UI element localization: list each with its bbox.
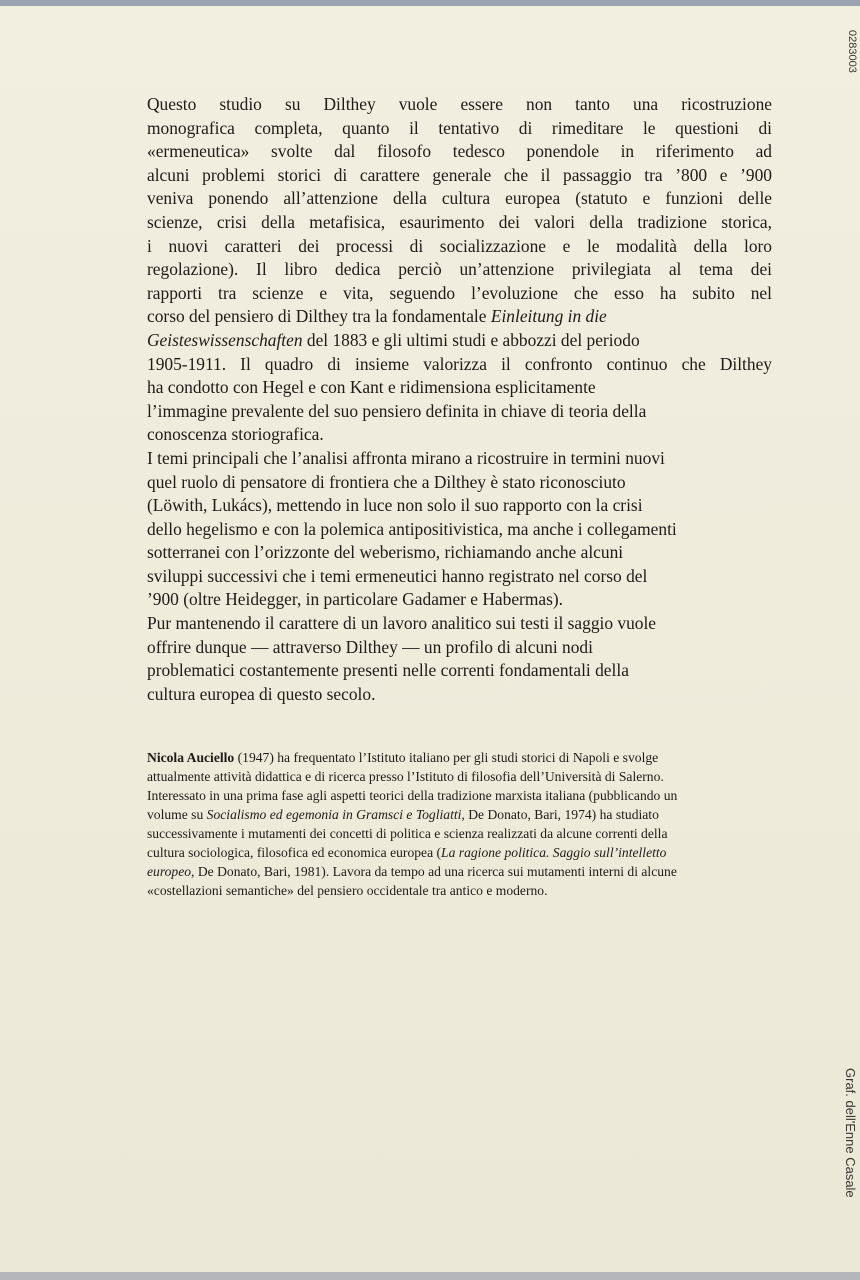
- text-line: Questo studio su Dilthey vuole essere non tanto una ricostruzione: [147, 94, 772, 114]
- text-line: i nuovi caratteri dei processi di socializzazione e le modalità della loro: [147, 235, 772, 256]
- text-line: problematici costantemente presenti nelle correnti fondamentali della: [147, 660, 629, 681]
- author-bio: [147, 748, 827, 900]
- text-line: quel ruolo di pensatore di frontiera che a Dilthey è stato riconosciuto: [147, 471, 626, 492]
- text-line: offrire dunque — attraverso Dilthey — un profilo di alcuni nodi: [147, 636, 593, 657]
- book-title: La ragione politica. Saggio sull’intelletto: [441, 845, 667, 860]
- text-line: scienze, crisi della metafisica, esaurimento dei valori della tradizione storica,: [147, 211, 772, 232]
- text-line: l’immagine prevalente del suo pensiero definita in chiave di teoria della: [147, 400, 647, 421]
- text-line: sotterranei con l’orizzonte del weberismo, richiamando anche alcuni: [147, 542, 624, 563]
- book-title: Einleitung in die: [490, 306, 607, 327]
- text-line: regolazione). Il libro dedica perciò un’attenzione privilegiata al tema dei: [147, 259, 772, 280]
- printer-mark: Graf. dell'Enne Casale: [843, 1068, 858, 1198]
- bio-line: Interessato in una prima fase agli aspetti teorici della tradizione marxista italiana (pubblicando un: [147, 788, 678, 803]
- text-line: veniva ponendo all’attenzione della cultura europea (statuto e funzioni delle: [147, 188, 772, 209]
- text-line: dello hegelismo e con la polemica antipositivistica, ma anche i collegamenti: [147, 518, 677, 539]
- bio-text: , De Donato, Bari, 1981). Lavora da tempo ad una ricerca sui mutamenti interni di alcune: [191, 864, 677, 879]
- bio-line: successivamente i mutamenti dei concetti di politica e scienza realizzati da alcune correnti della: [147, 826, 668, 841]
- text-line: [147, 305, 772, 329]
- bio-line: attualmente attività didattica e di ricerca presso l’Istituto di filosofia dell’Università di Salerno.: [147, 769, 664, 784]
- bio-line: [147, 843, 827, 862]
- text-line: sviluppi successivi che i temi ermeneutici hanno registrato nel corso del: [147, 565, 648, 586]
- text-line: rapporti tra scienze e vita, seguendo l’evoluzione che esso ha subito nel: [147, 282, 772, 303]
- side-code: 0283003: [846, 30, 858, 73]
- scan-border-bottom: [0, 1272, 860, 1280]
- text-line: I temi principali che l’analisi affronta mirano a ricostruire in termini nuovi: [147, 447, 665, 468]
- text-line: [147, 329, 772, 353]
- text-line: 1905-1911. Il quadro di insieme valorizza il confronto continuo che Dilthey: [147, 353, 772, 374]
- text-line: monografica completa, quanto il tentativo di rimeditare le questioni di: [147, 117, 772, 138]
- text-line: ’900 (oltre Heidegger, in particolare Gadamer e Habermas).: [147, 589, 563, 610]
- book-description: [147, 93, 772, 706]
- text-line: alcuni problemi storici di carattere generale che il passaggio tra ’800 e ’900: [147, 164, 772, 185]
- bio-text: cultura sociologica, filosofica ed economica europea (: [147, 845, 442, 860]
- bio-text: , De Donato, Bari, 1974) ha studiato: [461, 807, 659, 822]
- text-span: del 1883 e gli ultimi studi e abbozzi del periodo: [302, 329, 640, 350]
- text-line: «ermeneutica» svolte dal filosofo tedesco ponendole in riferimento ad: [147, 141, 772, 162]
- text-line: ha condotto con Hegel e con Kant e ridimensiona esplicitamente: [147, 377, 596, 398]
- book-title: europeo: [147, 864, 192, 879]
- book-title: Geisteswissenschaften: [147, 329, 303, 350]
- bio-text: (1947) ha frequentato l’Istituto italiano per gli studi storici di Napoli e svolge: [234, 750, 659, 765]
- bio-line: [147, 805, 827, 824]
- author-name: Nicola Auciello: [147, 750, 235, 765]
- bio-line: «costellazioni semantiche» del pensiero occidentale tra antico e moderno.: [147, 883, 548, 898]
- bio-line: [147, 748, 827, 767]
- text-span: corso del pensiero di Dilthey tra la fondamentale: [147, 306, 491, 327]
- text-line: Pur mantenendo il carattere di un lavoro analitico sui testi il saggio vuole: [147, 613, 657, 634]
- text-line: cultura europea di questo secolo.: [147, 683, 376, 704]
- text-line: (Löwith, Lukács), mettendo in luce non solo il suo rapporto con la crisi: [147, 495, 643, 516]
- bio-line: [147, 862, 827, 881]
- text-line: conoscenza storiografica.: [147, 424, 324, 445]
- bio-text: volume su: [147, 807, 207, 822]
- book-title: Socialismo ed egemonia in Gramsci e Togliatti: [206, 807, 462, 822]
